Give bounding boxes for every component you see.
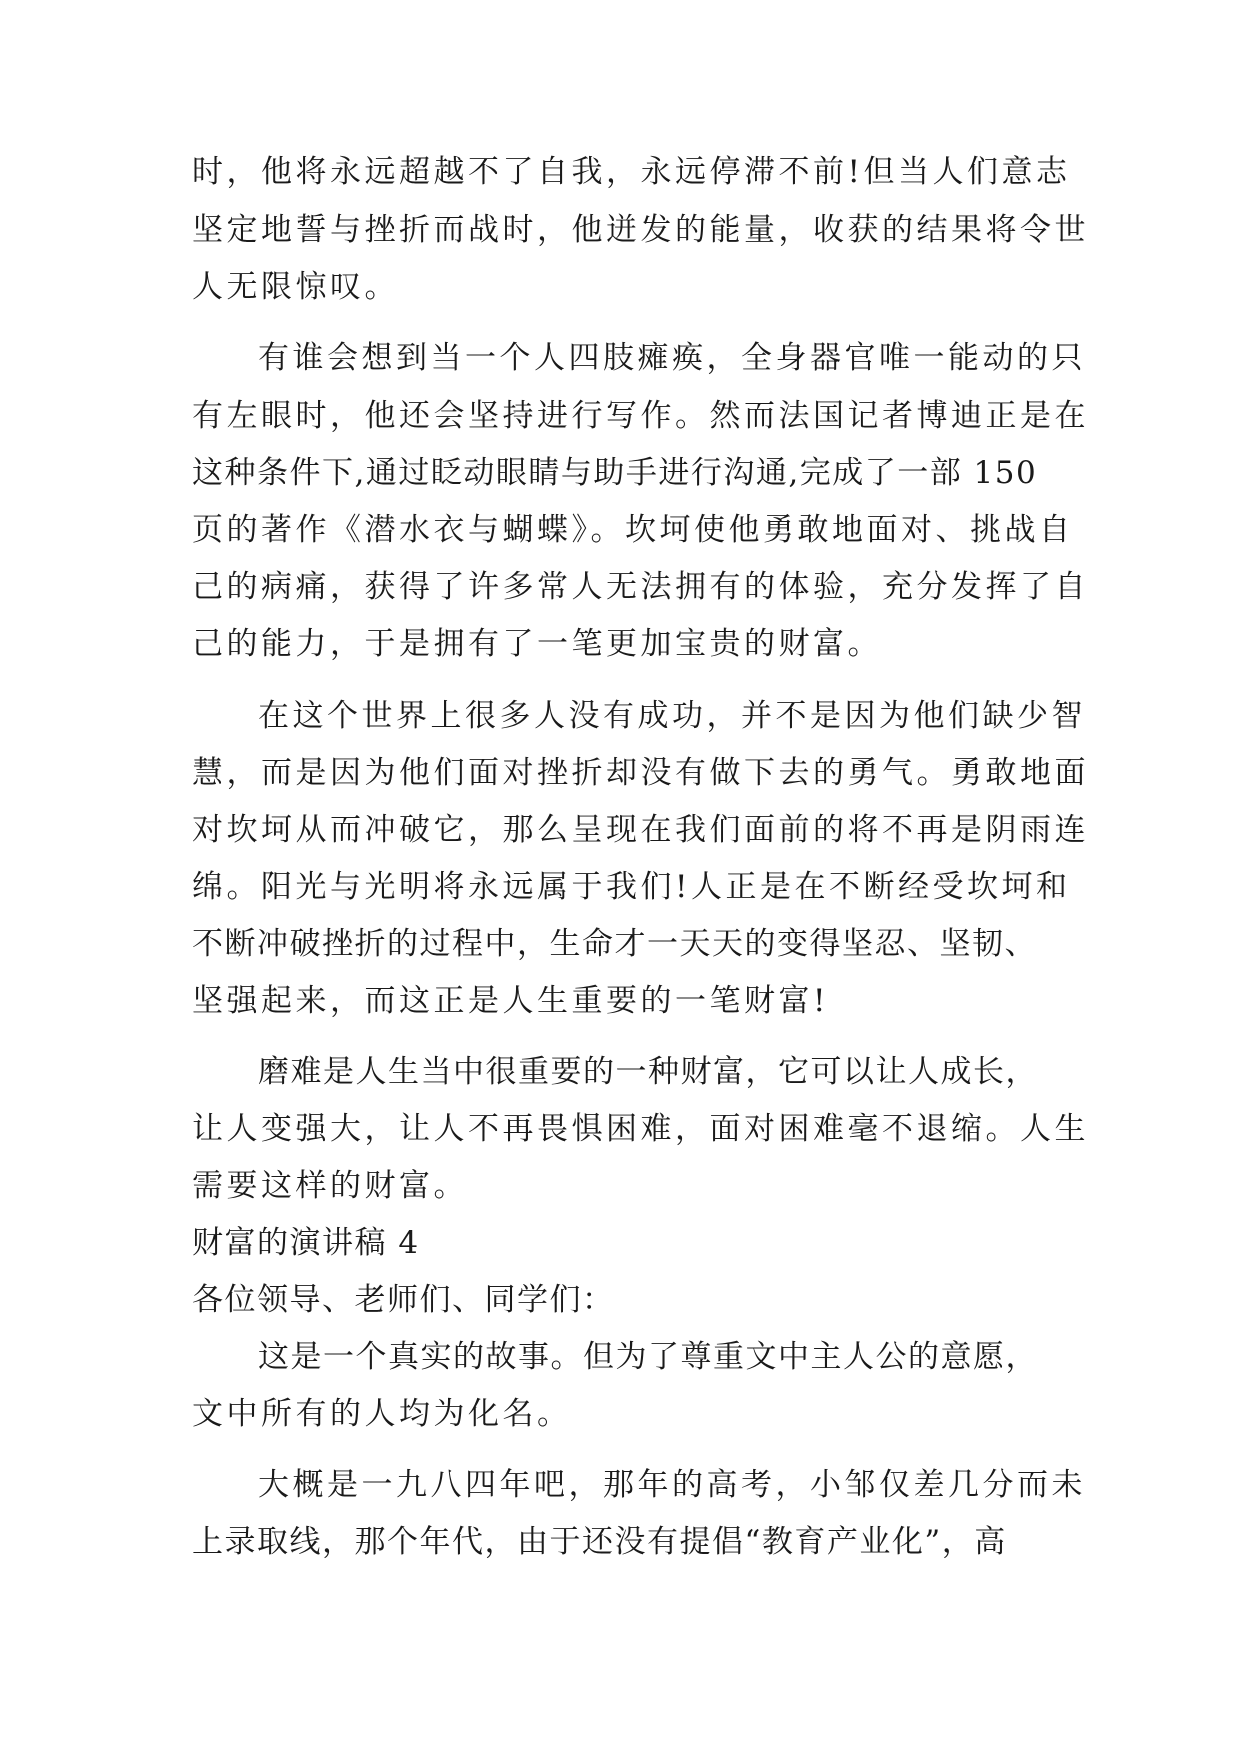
paragraph-first-line: 磨难是人生当中很重要的一种财富，它可以让人成长， (258, 1054, 1038, 1090)
text-line: 上录取线，那个年代，由于还没有提倡“教育产业化”，高 (192, 1524, 1007, 1560)
text-line: 人无限惊叹。 (192, 269, 399, 305)
text-line: 时，他将永远超越不了自我，永远停滞不前!但当人们意志 (192, 154, 1071, 190)
salutation: 各位领导、老师们、同学们： (192, 1282, 615, 1318)
paragraph-first-line: 在这个世界上很多人没有成功，并不是因为他们缺少智 (258, 698, 1086, 734)
text-line: 己的病痛，获得了许多常人无法拥有的体验，充分发挥了自 (192, 569, 1089, 605)
text-line: 己的能力，于是拥有了一笔更加宝贵的财富。 (192, 626, 882, 662)
text-line: 对坎坷从而冲破它，那么呈现在我们面前的将不再是阴雨连 (192, 812, 1089, 848)
text-line: 坚强起来，而这正是人生重要的一笔财富! (192, 983, 829, 1019)
text-line: 文中所有的人均为化名。 (192, 1396, 572, 1432)
paragraph-first-line: 这是一个真实的故事。但为了尊重文中主人公的意愿， (258, 1339, 1038, 1375)
text-line: 有左眼时，他还会坚持进行写作。然而法国记者博迪正是在 (192, 398, 1089, 434)
text-line: 坚定地誓与挫折而战时，他迸发的能量，收获的结果将令世 (192, 212, 1089, 248)
text-line: 让人变强大，让人不再畏惧困难，面对困难毫不退缩。人生 (192, 1111, 1089, 1147)
text-line: 不断冲破挫折的过程中，生命才一天天的变得坚忍、坚韧、 (192, 926, 1037, 962)
paragraph-first-line: 大概是一九八四年吧，那年的高考，小邹仅差几分而未 (258, 1467, 1086, 1503)
paragraph-first-line: 有谁会想到当一个人四肢瘫痪，全身器官唯一能动的只 (258, 340, 1086, 376)
text-line: 绵。阳光与光明将永远属于我们!人正是在不断经受坎坷和 (192, 869, 1071, 905)
text-line: 页的著作《潜水衣与蝴蝶》。坎坷使他勇敢地面对、挑战自 (192, 512, 1074, 548)
text-line: 需要这样的财富。 (192, 1168, 468, 1204)
text-line: 这种条件下,通过眨动眼睛与助手进行沟通,完成了一部 150 (192, 455, 1038, 491)
section-title: 财富的演讲稿 4 (192, 1225, 420, 1261)
text-line: 慧，而是因为他们面对挫折却没有做下去的勇气。勇敢地面 (192, 755, 1089, 791)
